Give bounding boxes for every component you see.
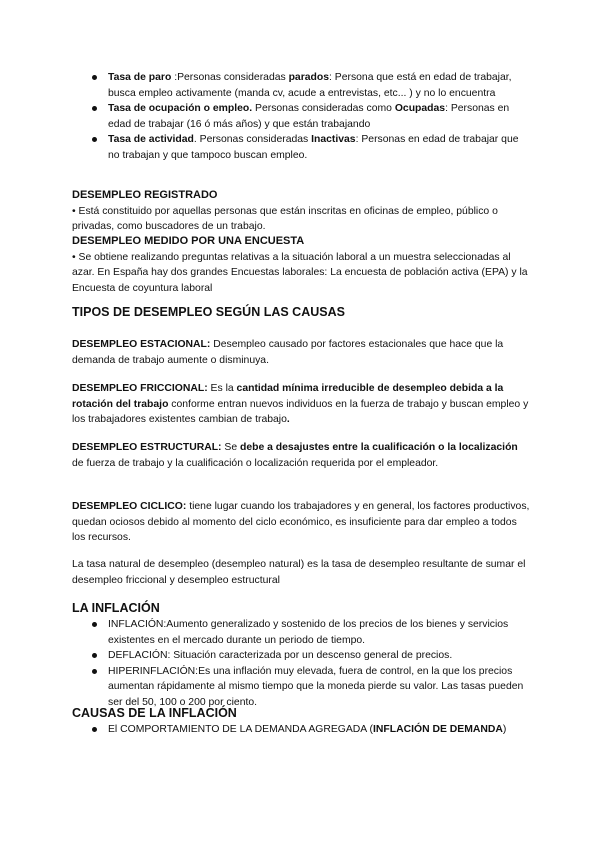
emphasis: debe a desajustes entre la cualificación o la localización [240,442,518,453]
causas-title: CAUSAS DE LA INFLACIÓN [72,706,237,720]
list-item: HIPERINFLACIÓN:Es una inflación muy elevada, fuera de control, en la que los precios aumentan rápidamente al mismo tiempo que la moneda pierde su valor. Las tasas pueden ser del 50, 100 o 200 por ciento. [72,664,532,711]
list-item [72,70,532,101]
list-item: INFLACIÓN:Aumento generalizado y sostenido de los precios de los bienes y servicios existentes en el mercado durante un periodo de tiempo. [72,617,532,648]
term: Tasa de paro [108,72,172,83]
label: DESEMPLEO ESTRUCTURAL: [72,442,222,453]
registrado-section [72,188,532,235]
label: DESEMPLEO CICLICO: [72,501,187,512]
ciclico-paragraph [72,499,532,546]
emphasis: cantidad mínima irreducible de desempleo debida a la rotación del trabajo [72,383,504,410]
label: DESEMPLEO FRICCIONAL: [72,383,208,394]
friccional-paragraph [72,381,532,428]
list-item [72,132,532,163]
paragraph: • Se obtiene realizando preguntas relativas a la situación laboral a un muestra seleccionadas al azar. En España hay dos grandes Encuestas laborales: La encuesta de población activa (EPA) y la Encuesta de coyuntura laboral [72,251,528,294]
text: conforme entran nuevos individuos en la fuerza de trabajo y buscan empleo y los trabajadores existentes cambian de trabajo [72,398,529,425]
emphasis: INFLACIÓN DE DEMANDA [373,724,503,735]
text: Personas consideradas como [252,103,395,114]
label: DESEMPLEO ESTACIONAL: [72,339,211,350]
text: : Persona que está en edad de trabajar, busca empleo activamente (manda cv, acude a entrevistas, etc... ) y no lo encuentra [108,72,512,99]
text: ) [502,724,507,735]
text: Se [221,442,240,453]
estacional-paragraph [72,337,532,368]
section-heading: DESEMPLEO MEDIDO POR UNA ENCUESTA [72,235,305,247]
term: Inactivas [311,134,356,145]
rate-definitions-list [72,70,532,163]
estructural-paragraph [72,440,532,471]
term: Ocupadas [394,103,446,114]
text: Desempleo causado por factores estacionales que hace que la demanda de trabajo aumente o disminuya. [72,339,504,366]
emphasis: . [286,414,290,425]
term: Tasa de ocupación o empleo. [108,103,253,114]
text: : Personas en edad de trabajar (16 ó más años) y que están trabajando [108,103,510,130]
natural-paragraph: La tasa natural de desempleo (desempleo natural) es la tasa de desempleo resultante de sumar el desempleo friccional y desempleo estructural [72,559,526,586]
text: Es la [207,383,237,394]
term: parados [288,72,329,83]
text: El COMPORTAMIENTO DE LA DEMANDA AGREGADA ( [108,724,374,735]
paragraph: • Está constituido por aquellas personas que están inscritas en oficinas de empleo, público o privadas, como buscadores de un trabajo. [72,205,498,232]
text: :Personas consideradas [171,72,289,83]
list-item [72,722,532,738]
text: de fuerza de trabajo y la cualificación o localización requerida por el empleador. [72,457,439,469]
inflacion-title: LA INFLACIÓN [72,601,160,615]
encuesta-section [72,234,532,296]
list-item [72,101,532,132]
list-item: DEFLACIÓN: Situación caracterizada por un descenso general de precios. [72,648,532,664]
text: : Personas en edad de trabajar que no trabajan y que tampoco buscan empleo. [108,134,519,161]
text: . Personas consideradas [193,134,312,145]
causas-list [72,722,532,738]
text: tiene lugar cuando los trabajadores y en general, los factores productivos, quedan ociosos debido al momento del ciclo económico, es insuficiente para dar empleo a todos los recursos. [72,501,530,543]
term: Tasa de actividad [108,134,194,145]
section-heading: DESEMPLEO REGISTRADO [72,189,218,201]
inflacion-list [72,617,532,710]
tipos-title: TIPOS DE DESEMPLEO SEGÚN LAS CAUSAS [72,305,345,319]
